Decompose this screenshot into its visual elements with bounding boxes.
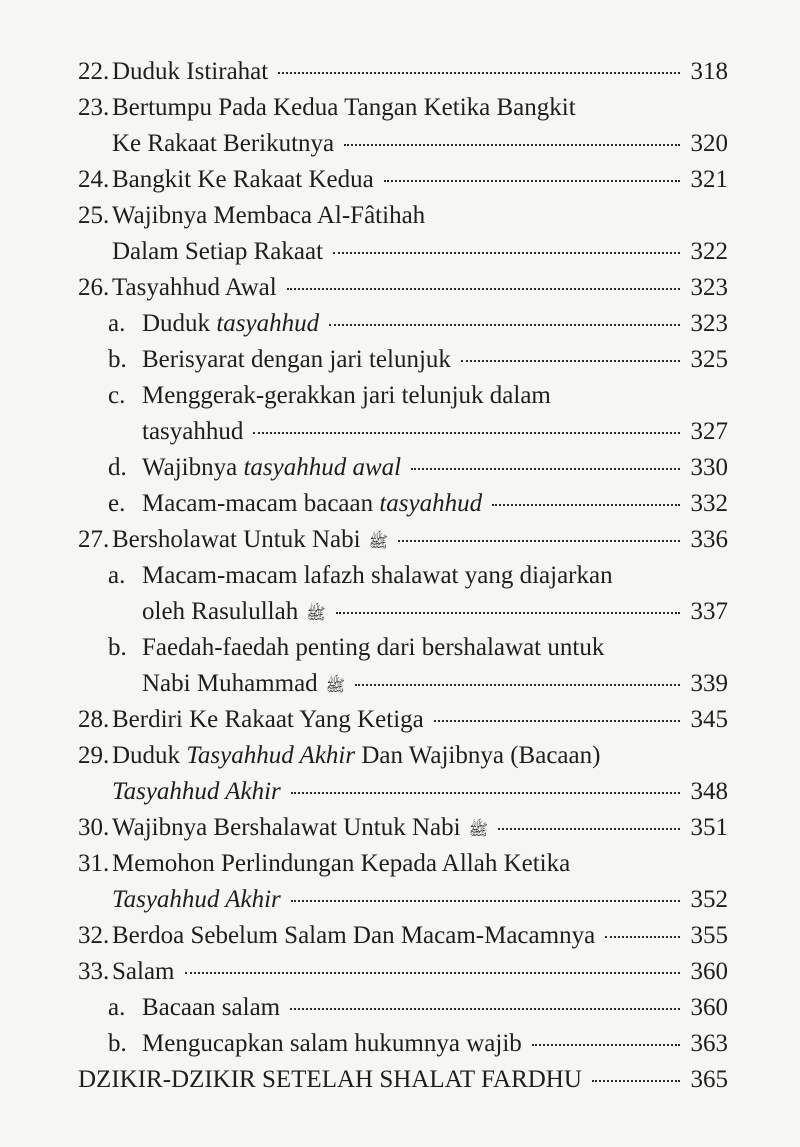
toc-entry[interactable]	[78, 90, 728, 162]
toc-subentry[interactable]	[78, 306, 728, 342]
toc-entry[interactable]	[78, 270, 728, 306]
entry-page: 360	[690, 994, 728, 1021]
toc-entry[interactable]	[78, 54, 728, 90]
entry-title: DZIKIR-DZIKIR SETELAH SHALAT FARDHU	[78, 1066, 582, 1093]
dot-leader	[605, 936, 680, 938]
toc-entry[interactable]	[78, 162, 728, 198]
dot-leader	[355, 684, 680, 686]
dot-leader	[253, 432, 680, 434]
dot-leader	[287, 288, 680, 290]
entry-number: 27.	[78, 526, 110, 553]
entry-number: 32.	[78, 922, 110, 949]
toc-subentry[interactable]	[78, 1026, 728, 1062]
entry-page: 351	[690, 814, 728, 841]
honorific-ligature: ﷺ	[306, 604, 326, 623]
entry-page: 339	[690, 670, 728, 697]
toc-subentry[interactable]	[78, 630, 728, 702]
entry-title-continuation: Ke Rakaat Berikutnya	[112, 130, 335, 157]
dot-leader	[492, 504, 680, 506]
entry-letter: c.	[108, 382, 126, 409]
dot-leader	[336, 612, 680, 614]
entry-title: Bertumpu Pada Kedua Tangan Ketika Bangkit	[112, 94, 576, 121]
entry-title-continuation: tasyahhud	[142, 418, 244, 445]
entry-title-continuation: Tasyahhud Akhir	[112, 886, 281, 913]
toc-subentry[interactable]	[78, 378, 728, 450]
honorific-ligature: ﷺ	[325, 676, 345, 695]
toc-subentry[interactable]	[78, 342, 728, 378]
entry-page: 322	[690, 238, 728, 265]
entry-page: 327	[690, 418, 728, 445]
entry-page: 325	[690, 346, 728, 373]
entry-page: 318	[690, 58, 728, 85]
honorific-ligature: ﷺ	[368, 532, 388, 551]
entry-number: 25.	[78, 202, 110, 229]
entry-title: Wajibnya Bershalawat Untuk Nabi ﷺ	[112, 814, 488, 841]
toc-subentry[interactable]	[78, 486, 728, 522]
toc-subentry[interactable]	[78, 450, 728, 486]
entry-title: Memohon Perlindungan Kepada Allah Ketika	[112, 850, 571, 877]
dot-leader	[592, 1080, 680, 1082]
entry-title: Macam-macam bacaan tasyahhud	[142, 490, 483, 517]
entry-page: 363	[690, 1030, 728, 1057]
entry-page: 323	[690, 310, 728, 337]
entry-page: 365	[690, 1066, 728, 1093]
entry-letter: b.	[108, 634, 127, 661]
entry-title: Mengucapkan salam hukumnya wajib	[142, 1030, 522, 1057]
entry-title: Berdiri Ke Rakaat Yang Ketiga	[112, 706, 424, 733]
entry-number: 30.	[78, 814, 110, 841]
entry-page: 330	[690, 454, 728, 481]
dot-leader	[290, 1008, 680, 1010]
dot-leader	[411, 468, 680, 470]
entry-title: Duduk tasyahhud	[142, 310, 320, 337]
toc-entry[interactable]	[78, 198, 728, 270]
entry-title: Salam	[112, 958, 175, 985]
dot-leader	[278, 72, 680, 74]
toc-entry[interactable]	[78, 954, 728, 990]
dot-leader	[434, 720, 680, 722]
toc-entry[interactable]	[78, 918, 728, 954]
entry-letter: a.	[108, 310, 126, 337]
entry-page: 360	[690, 958, 728, 985]
dot-leader	[461, 360, 680, 362]
entry-title: Macam-macam lafazh shalawat yang diajarkan	[142, 562, 613, 589]
entry-number: 29.	[78, 742, 110, 769]
entry-page: 348	[690, 778, 728, 805]
entry-title-continuation: Nabi Muhammad ﷺ	[142, 670, 345, 697]
dot-leader	[532, 1044, 680, 1046]
entry-title: Duduk Istirahat	[112, 58, 269, 85]
entry-number: 22.	[78, 58, 110, 85]
entry-page: 321	[690, 166, 728, 193]
dot-leader	[333, 252, 680, 254]
entry-title: Berdoa Sebelum Salam Dan Macam-Macamnya	[112, 922, 596, 949]
entry-number: 26.	[78, 274, 110, 301]
entry-title: Faedah-faedah penting dari bershalawat untuk	[142, 634, 605, 661]
entry-title: Bacaan salam	[142, 994, 281, 1021]
toc-entry[interactable]	[78, 810, 728, 846]
toc-subentry[interactable]	[78, 558, 728, 630]
entry-page: 337	[690, 598, 728, 625]
entry-page: 320	[690, 130, 728, 157]
entry-title-continuation: Dalam Setiap Rakaat	[112, 238, 324, 265]
entry-number: 33.	[78, 958, 110, 985]
toc-entry[interactable]	[78, 846, 728, 918]
entry-letter: d.	[108, 454, 127, 481]
entry-title: Duduk Tasyahhud Akhir Dan Wajibnya (Bacaan)	[112, 742, 601, 769]
entry-page: 352	[690, 886, 728, 913]
dot-leader	[344, 144, 680, 146]
entry-title: Bangkit Ke Rakaat Kedua	[112, 166, 374, 193]
entry-letter: e.	[108, 490, 126, 517]
entry-title: Menggerak-gerakkan jari telunjuk dalam	[142, 382, 551, 409]
dot-leader	[185, 972, 681, 974]
toc-entry[interactable]	[78, 702, 728, 738]
entry-title: Berisyarat dengan jari telunjuk	[142, 346, 451, 373]
entry-title: Bersholawat Untuk Nabi ﷺ	[112, 526, 388, 553]
dot-leader	[291, 792, 680, 794]
entry-page: 323	[690, 274, 728, 301]
entry-letter: b.	[108, 1030, 127, 1057]
honorific-ligature: ﷺ	[468, 820, 488, 839]
entry-page: 355	[690, 922, 728, 949]
entry-title: Tasyahhud Awal	[112, 274, 277, 301]
toc-entry-dzikir[interactable]	[78, 1062, 728, 1098]
entry-page: 336	[690, 526, 728, 553]
toc-subentry[interactable]	[78, 990, 728, 1026]
dot-leader	[384, 180, 680, 182]
dot-leader	[291, 900, 680, 902]
entry-number: 28.	[78, 706, 110, 733]
dot-leader	[398, 540, 680, 542]
dot-leader	[329, 324, 680, 326]
toc-entry[interactable]	[78, 738, 728, 810]
entry-title-continuation: oleh Rasulullah ﷺ	[142, 598, 326, 625]
entry-number: 24.	[78, 166, 110, 193]
toc-entry[interactable]	[78, 522, 728, 558]
entry-number: 31.	[78, 850, 110, 877]
entry-title-continuation: Tasyahhud Akhir	[112, 778, 281, 805]
entry-letter: a.	[108, 994, 126, 1021]
entry-letter: b.	[108, 346, 127, 373]
entry-page: 345	[690, 706, 728, 733]
dot-leader	[498, 828, 680, 830]
entry-letter: a.	[108, 562, 126, 589]
entry-page: 332	[690, 490, 728, 517]
entry-title: Wajibnya tasyahhud awal	[142, 454, 402, 481]
entry-title: Wajibnya Membaca Al-Fâtihah	[112, 202, 426, 229]
entry-number: 23.	[78, 94, 110, 121]
